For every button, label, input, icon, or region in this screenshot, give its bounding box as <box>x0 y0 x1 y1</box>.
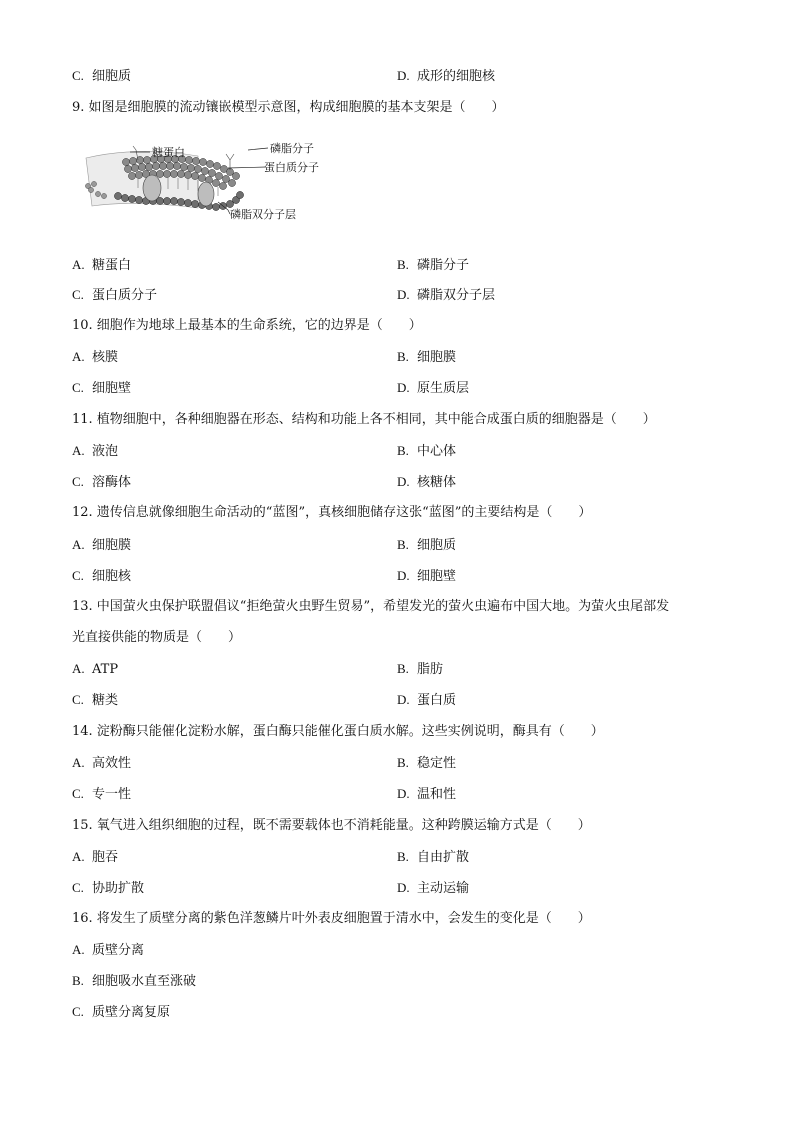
option-11b: B. 中心体 <box>397 443 457 459</box>
option-14a: A. 高效性 <box>72 755 132 771</box>
option-11a: A. 液泡 <box>72 443 119 459</box>
option-16c: C. 质壁分离复原 <box>72 1004 171 1020</box>
option-11d: D. 核糖体 <box>397 474 457 490</box>
cell-membrane-figure <box>78 138 338 230</box>
option-15d: D. 主动运输 <box>397 880 470 896</box>
option-10d: D. 原生质层 <box>397 380 470 396</box>
question-15-stem: 15. 氧气进入组织细胞的过程，既不需要载体也不消耗能量。这种跨膜运输方式是（ ） <box>72 818 591 833</box>
option-9b: B. 磷脂分子 <box>397 257 470 273</box>
option-13a: A. ATP <box>72 661 119 677</box>
question-9-stem: 9. 如图是细胞膜的流动镶嵌模型示意图，构成细胞膜的基本支架是（ ） <box>72 100 505 115</box>
option-10a: A. 核膜 <box>72 349 119 365</box>
option-12b: B. 细胞质 <box>397 537 457 553</box>
option-14d: D. 温和性 <box>397 786 457 802</box>
option-14c: C. 专一性 <box>72 786 132 802</box>
question-10-stem: 10. 细胞作为地球上最基本的生命系统，它的边界是（ ） <box>72 318 422 333</box>
option-13c: C. 糖类 <box>72 692 119 708</box>
option-12d: D. 细胞壁 <box>397 568 457 584</box>
option-8c: C. 细胞质 <box>72 68 132 84</box>
label-glycoprotein: 糖蛋白 <box>152 146 185 159</box>
option-8d: D. 成形的细胞核 <box>397 68 496 84</box>
question-13-stem-line1: 13. 中国萤火虫保护联盟倡议“拒绝萤火虫野生贸易”，希望发光的萤火虫遍布中国大地。为萤火虫尾部发 <box>72 599 670 614</box>
protein-blob <box>198 182 214 206</box>
option-10c: C. 细胞壁 <box>72 380 132 396</box>
question-12-stem: 12. 遗传信息就像细胞生命活动的“蓝图”，真核细胞储存这张“蓝图”的主要结构是（ ） <box>72 505 592 520</box>
option-14b: B. 稳定性 <box>397 755 457 771</box>
option-15a: A. 胞吞 <box>72 849 119 865</box>
label-protein: 蛋白质分子 <box>264 161 319 174</box>
question-14-stem: 14. 淀粉酶只能催化淀粉水解，蛋白酶只能催化蛋白质水解。这些实例说明，酶具有（ ） <box>72 724 604 739</box>
question-11-stem: 11. 植物细胞中，各种细胞器在形态、结构和功能上各不相同，其中能合成蛋白质的细胞器是（ ） <box>72 412 656 427</box>
question-13-stem-line2: 光直接供能的物质是（ ） <box>72 630 242 645</box>
option-16a: A. 质壁分离 <box>72 942 145 958</box>
option-12a: A. 细胞膜 <box>72 537 132 553</box>
option-11c: C. 溶酶体 <box>72 474 132 490</box>
option-15b: B. 自由扩散 <box>397 849 470 865</box>
option-16b: B. 细胞吸水直至涨破 <box>72 973 197 989</box>
option-12c: C. 细胞核 <box>72 568 132 584</box>
option-15c: C. 协助扩散 <box>72 880 145 896</box>
option-9c: C. 蛋白质分子 <box>72 287 158 303</box>
label-phospholipid: 磷脂分子 <box>270 142 314 155</box>
option-10b: B. 细胞膜 <box>397 349 457 365</box>
option-13b: B. 脂肪 <box>397 661 444 677</box>
option-9a: A. 糖蛋白 <box>72 257 132 273</box>
option-13d: D. 蛋白质 <box>397 692 457 708</box>
question-16-stem: 16. 将发生了质壁分离的紫色洋葱鳞片叶外表皮细胞置于清水中，会发生的变化是（ ） <box>72 911 591 926</box>
option-9d: D. 磷脂双分子层 <box>397 287 496 303</box>
label-bilayer: 磷脂双分子层 <box>230 208 296 221</box>
protein-blob <box>143 175 161 201</box>
